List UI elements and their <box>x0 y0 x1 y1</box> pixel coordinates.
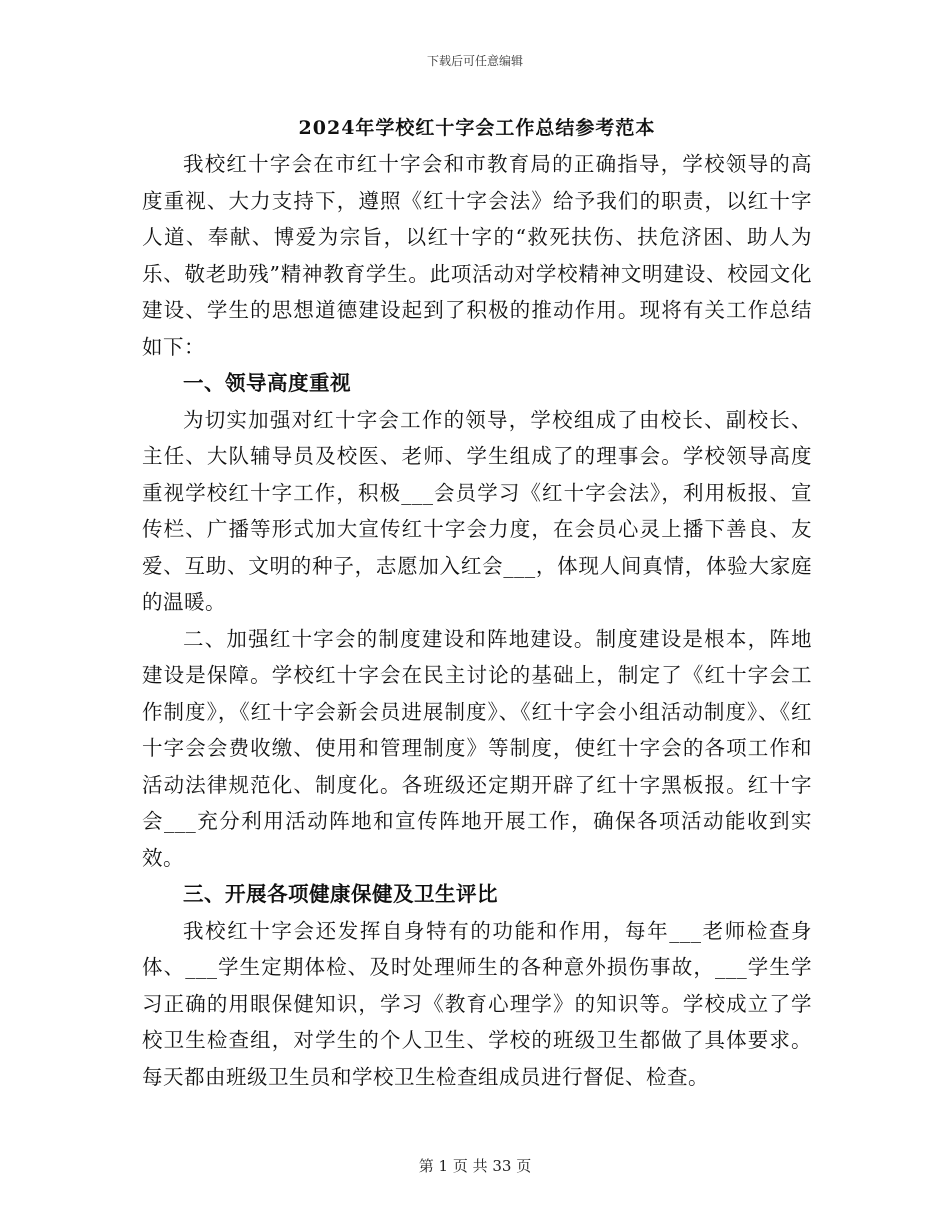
intro-paragraph: 我校红十字会在市红十字会和市教育局的正确指导，学校领导的高度重视、大力支持下，遵照《红十字会法》给予我们的职责，以红十字人道、奉献、博爱为宗旨，以红十字的“救死扶伤、扶危济困、助人为乐、敬老助残”精神教育学生。此项活动对学校精神文明建设、校园文化建设、学生的思想道德建设起到了积极的推动作用。现将有关工作总结如下： <box>142 152 812 359</box>
section-2-paragraph: 二、加强红十字会的制度建设和阵地建设。制度建设是根本，阵地建设是保障。学校红十字会在民主讨论的基础上，制定了《红十字会工作制度》，《红十字会新会员进展制度》、《红十字会小组活动制度》、《红十字会会费收缴、使用和管理制度》等制度，使红十字会的各项工作和活动法律规范化、制度化。各班级还定期开辟了红十字黑板报。红十字会___充分利用活动阵地和宣传阵地开展工作，确保各项活动能收到实效。 <box>142 626 812 870</box>
section-3-paragraph: 我校红十字会还发挥自身特有的功能和作用，每年___老师检查身体、___学生定期体检、及时处理师生的各种意外损伤事故，___学生学习正确的用眼保健知识，学习《教育心理学》的知识等。学校成立了学校卫生检查组，对学生的个人卫生、学校的班级卫生都做了具体要求。每天都由班级卫生员和学校卫生检查组成员进行督促、检查。 <box>142 918 812 1089</box>
document-body <box>142 112 812 1095</box>
page-number: 第 1 页 共 33 页 <box>418 1157 532 1175</box>
document-title: 2024年学校红十字会工作总结参考范本 <box>298 117 656 139</box>
section-3-heading: 三、开展各项健康保健及卫生评比 <box>183 882 498 906</box>
section-1-heading: 一、领导高度重视 <box>183 371 351 395</box>
header-note: 下载后可任意编辑 <box>426 54 523 68</box>
section-1-paragraph: 为切实加强对红十字会工作的领导，学校组成了由校长、副校长、主任、大队辅导员及校医、老师、学生组成了的理事会。学校领导高度重视学校红十字工作，积极___会员学习《红十字会法》，利用板报、宣传栏、广播等形式加大宣传红十字会力度，在会员心灵上播下善良、友爱、互助、文明的种子，志愿加入红会___，体现人间真情，体验大家庭的温暖。 <box>142 407 812 614</box>
